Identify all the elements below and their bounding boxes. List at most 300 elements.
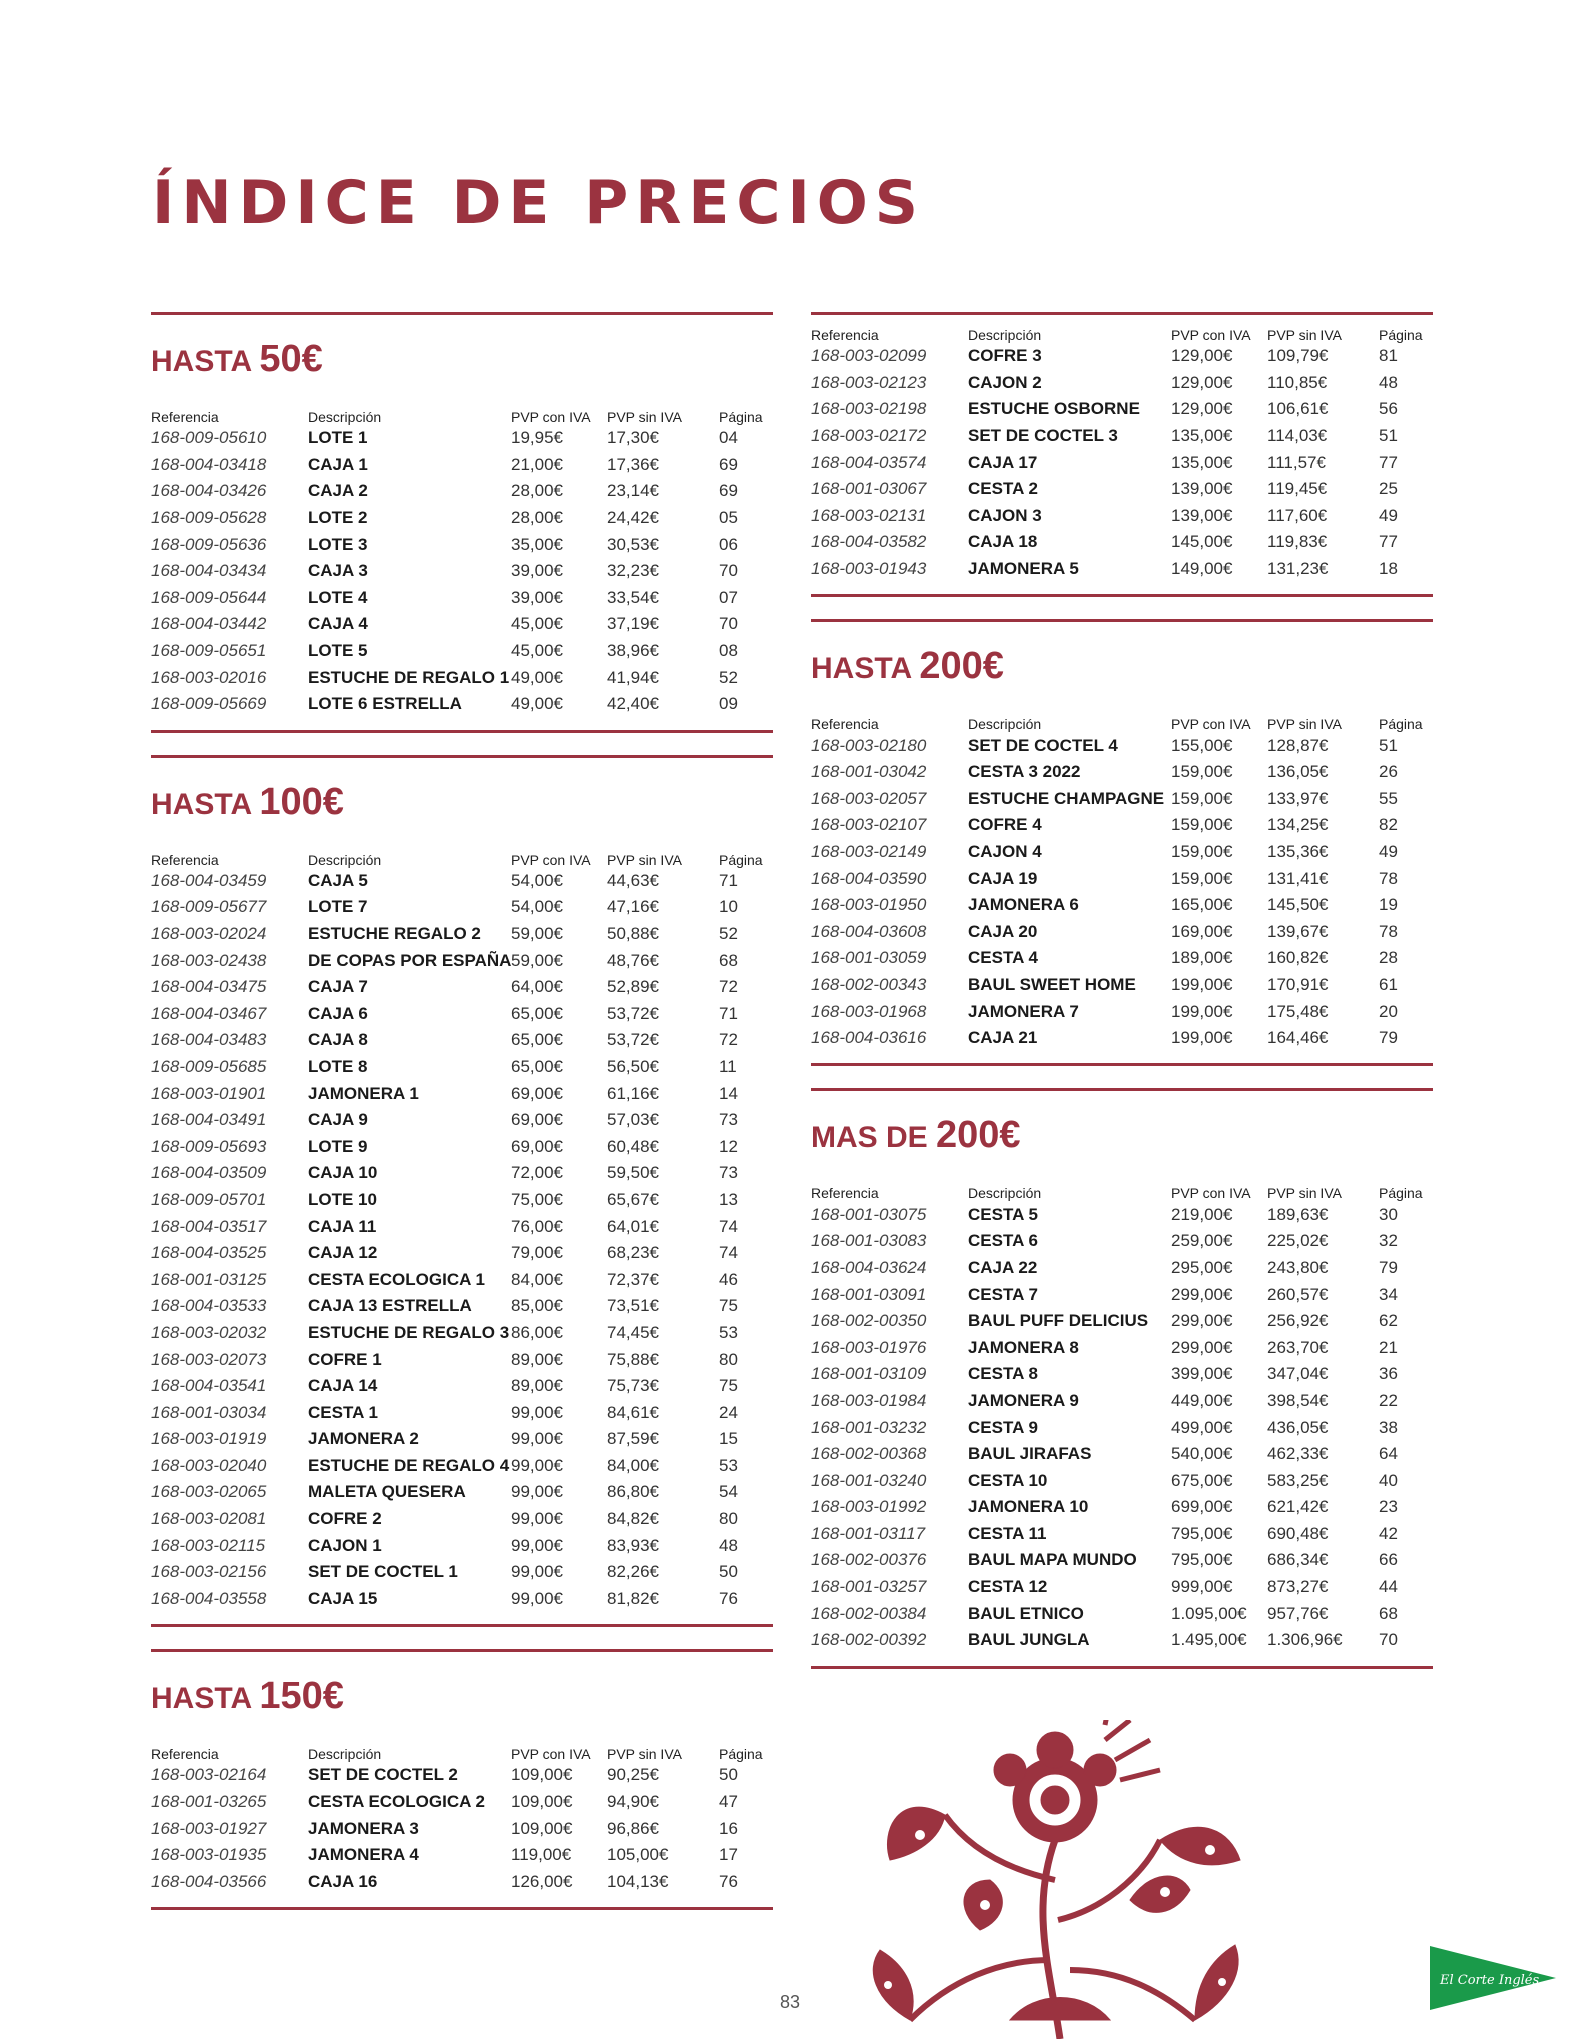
price-without-vat-cell: 96,86€ xyxy=(607,1818,659,1838)
description-cell: CESTA 6 xyxy=(968,1231,1038,1251)
description-cell: COFRE 4 xyxy=(968,815,1042,835)
page-title: ÍNDICE DE PRECIOS xyxy=(152,168,925,238)
column-header-descripcion: Descripción xyxy=(308,1746,382,1763)
description-cell: CESTA 2 xyxy=(968,479,1038,499)
reference-cell: 168-001-03075 xyxy=(811,1204,927,1224)
page-cell: 49 xyxy=(1379,842,1398,862)
description-cell: CAJA 10 xyxy=(308,1163,378,1183)
table-row xyxy=(151,1187,773,1214)
reference-cell: 168-003-01901 xyxy=(151,1083,267,1103)
reference-cell: 168-004-03608 xyxy=(811,921,927,941)
section-title xyxy=(151,315,773,397)
price-with-vat-cell: 129,00€ xyxy=(1171,346,1233,366)
column-header-descripcion: Descripción xyxy=(308,409,382,425)
reference-cell: 168-003-01950 xyxy=(811,895,927,915)
reference-cell: 168-003-02156 xyxy=(151,1562,267,1582)
price-without-vat-cell: 109,79€ xyxy=(1267,346,1329,366)
table-row xyxy=(151,1213,773,1240)
section-hasta-150-continued xyxy=(811,312,1433,619)
price-without-vat-cell: 53,72€ xyxy=(607,1003,659,1023)
price-with-vat-cell: 699,00€ xyxy=(1171,1497,1233,1517)
table-row xyxy=(811,865,1433,892)
reference-cell: 168-001-03083 xyxy=(811,1231,927,1251)
price-with-vat-cell: 299,00€ xyxy=(1171,1311,1233,1331)
page-cell: 21 xyxy=(1379,1337,1398,1357)
reference-cell: 168-004-03483 xyxy=(151,1030,267,1050)
page-cell: 46 xyxy=(719,1269,738,1289)
description-cell: CAJA 17 xyxy=(968,452,1038,472)
price-with-vat-cell: 399,00€ xyxy=(1171,1364,1233,1384)
table-row xyxy=(811,1627,1433,1654)
price-without-vat-cell: 347,04€ xyxy=(1267,1364,1329,1384)
page-cell: 11 xyxy=(719,1056,737,1076)
price-without-vat-cell: 225,02€ xyxy=(1267,1231,1329,1251)
section-title xyxy=(151,1652,773,1734)
table-row xyxy=(151,1479,773,1506)
price-without-vat-cell: 164,46€ xyxy=(1267,1028,1329,1048)
price-with-vat-cell: 59,00€ xyxy=(511,924,563,944)
price-without-vat-cell: 131,23€ xyxy=(1267,559,1329,579)
price-table xyxy=(811,1173,1433,1653)
page-cell: 78 xyxy=(1379,921,1398,941)
page-cell: 62 xyxy=(1379,1311,1398,1331)
description-cell: LOTE 3 xyxy=(308,534,368,554)
price-with-vat-cell: 86,00€ xyxy=(511,1322,563,1342)
page-cell: 69 xyxy=(719,454,738,474)
table-row xyxy=(811,998,1433,1025)
price-with-vat-cell: 795,00€ xyxy=(1171,1550,1233,1570)
page-cell: 49 xyxy=(1379,505,1398,525)
column-header-pagina: Página xyxy=(1379,716,1423,733)
price-without-vat-cell: 33,54€ xyxy=(607,587,659,607)
description-cell: LOTE 2 xyxy=(308,508,368,528)
section-title-label: HASTA xyxy=(151,787,251,821)
page-cell: 24 xyxy=(719,1402,738,1422)
reference-cell: 168-001-03059 xyxy=(811,948,927,968)
price-without-vat-cell: 65,67€ xyxy=(607,1189,659,1209)
table-row xyxy=(811,892,1433,919)
description-cell: SET DE COCTEL 4 xyxy=(968,735,1118,755)
reference-cell: 168-009-05628 xyxy=(151,508,267,528)
column-header-pagina: Página xyxy=(719,851,763,868)
price-with-vat-cell: 199,00€ xyxy=(1171,974,1233,994)
description-cell: BAUL ETNICO xyxy=(968,1603,1084,1623)
price-with-vat-cell: 449,00€ xyxy=(1171,1390,1233,1410)
price-without-vat-cell: 175,48€ xyxy=(1267,1001,1329,1021)
description-cell: ESTUCHE DE REGALO 4 xyxy=(308,1455,510,1475)
table-header-row xyxy=(151,1734,773,1762)
reference-cell: 168-003-02024 xyxy=(151,924,267,944)
price-without-vat-cell: 110,85€ xyxy=(1267,372,1328,392)
reference-cell: 168-001-03042 xyxy=(811,762,927,782)
reference-cell: 168-002-00384 xyxy=(811,1603,927,1623)
description-cell: CESTA 10 xyxy=(968,1470,1048,1490)
table-row xyxy=(811,839,1433,866)
description-cell: LOTE 4 xyxy=(308,587,368,607)
price-with-vat-cell: 72,00€ xyxy=(511,1163,563,1183)
page-cell: 26 xyxy=(1379,762,1398,782)
price-with-vat-cell: 99,00€ xyxy=(511,1402,563,1422)
price-without-vat-cell: 90,25€ xyxy=(607,1765,659,1785)
price-with-vat-cell: 28,00€ xyxy=(511,508,563,528)
description-cell: CAJA 14 xyxy=(308,1376,378,1396)
table-row xyxy=(151,531,773,558)
column-header-pagina: Página xyxy=(1379,1185,1423,1202)
description-cell: ESTUCHE REGALO 2 xyxy=(308,924,481,944)
price-with-vat-cell: 99,00€ xyxy=(511,1588,563,1608)
price-with-vat-cell: 139,00€ xyxy=(1171,479,1233,499)
reference-cell: 168-009-05669 xyxy=(151,694,267,714)
price-with-vat-cell: 135,00€ xyxy=(1171,452,1233,472)
right-column xyxy=(811,312,1433,1691)
description-cell: JAMONERA 5 xyxy=(968,559,1079,579)
table-row xyxy=(151,1054,773,1081)
reference-cell: 168-001-03117 xyxy=(811,1523,926,1543)
table-row xyxy=(811,1361,1433,1388)
price-without-vat-cell: 583,25€ xyxy=(1267,1470,1329,1490)
column-header-pvp-con-iva: PVP con IVA xyxy=(511,409,591,425)
page-cell: 25 xyxy=(1379,479,1398,499)
price-without-vat-cell: 81,82€ xyxy=(607,1588,659,1608)
table-row xyxy=(151,1320,773,1347)
section-title-amount: 100€ xyxy=(259,780,344,823)
price-with-vat-cell: 39,00€ xyxy=(511,587,563,607)
price-without-vat-cell: 136,05€ xyxy=(1267,762,1329,782)
page-cell: 76 xyxy=(719,1871,738,1891)
table-row xyxy=(811,786,1433,813)
column-header-pvp-con-iva: PVP con IVA xyxy=(1171,327,1251,343)
description-cell: CAJA 4 xyxy=(308,614,368,634)
table-row xyxy=(151,1399,773,1426)
table-row xyxy=(811,1494,1433,1521)
table-row xyxy=(151,1240,773,1267)
description-cell: JAMONERA 9 xyxy=(968,1390,1079,1410)
table-row xyxy=(811,396,1433,423)
page-cell: 34 xyxy=(1379,1284,1398,1304)
page-cell: 17 xyxy=(719,1845,738,1865)
description-cell: BAUL JIRAFAS xyxy=(968,1444,1092,1464)
table-row xyxy=(151,1266,773,1293)
description-cell: COFRE 1 xyxy=(308,1349,382,1369)
price-with-vat-cell: 159,00€ xyxy=(1171,842,1233,862)
table-row xyxy=(151,1559,773,1586)
page-cell: 08 xyxy=(719,641,738,661)
price-without-vat-cell: 135,36€ xyxy=(1267,842,1329,862)
price-without-vat-cell: 84,00€ xyxy=(607,1455,659,1475)
price-without-vat-cell: 145,50€ xyxy=(1267,895,1329,915)
table-row xyxy=(811,1547,1433,1574)
description-cell: CAJA 11 xyxy=(308,1216,377,1236)
logo-text: El Corte Inglés xyxy=(1440,1973,1540,1988)
reference-cell: 168-004-03426 xyxy=(151,481,267,501)
page-cell: 74 xyxy=(719,1243,738,1263)
price-with-vat-cell: 49,00€ xyxy=(511,694,563,714)
reference-cell: 168-009-05651 xyxy=(151,641,267,661)
table-row xyxy=(151,1842,773,1869)
price-with-vat-cell: 675,00€ xyxy=(1171,1470,1233,1490)
price-without-vat-cell: 17,36€ xyxy=(607,454,659,474)
price-with-vat-cell: 65,00€ xyxy=(511,1030,563,1050)
reference-cell: 168-009-05610 xyxy=(151,428,267,448)
reference-cell: 168-004-03566 xyxy=(151,1871,267,1891)
reference-cell: 168-009-05693 xyxy=(151,1136,267,1156)
column-header-pvp-sin-iva: PVP sin IVA xyxy=(607,851,682,868)
table-row xyxy=(151,947,773,974)
floral-ornament-icon xyxy=(860,1720,1260,2039)
page-cell: 53 xyxy=(719,1322,738,1342)
price-with-vat-cell: 19,95€ xyxy=(511,428,563,448)
price-with-vat-cell: 69,00€ xyxy=(511,1136,563,1156)
price-without-vat-cell: 56,50€ xyxy=(607,1056,659,1076)
section-title xyxy=(811,622,1433,704)
price-table xyxy=(151,1734,773,1895)
price-with-vat-cell: 259,00€ xyxy=(1171,1231,1233,1251)
table-row xyxy=(151,1346,773,1373)
page-cell: 53 xyxy=(719,1455,738,1475)
description-cell: LOTE 5 xyxy=(308,641,368,661)
reference-cell: 168-001-03232 xyxy=(811,1417,927,1437)
price-without-vat-cell: 23,14€ xyxy=(607,481,659,501)
price-without-vat-cell: 111,57€ xyxy=(1267,452,1326,472)
description-cell: CESTA 9 xyxy=(968,1417,1038,1437)
table-row xyxy=(151,611,773,638)
description-cell: CAJA 3 xyxy=(308,561,368,581)
price-without-vat-cell: 24,42€ xyxy=(607,508,659,528)
description-cell: CESTA 12 xyxy=(968,1577,1048,1597)
price-without-vat-cell: 106,61€ xyxy=(1267,399,1329,419)
price-without-vat-cell: 256,92€ xyxy=(1267,1311,1329,1331)
price-with-vat-cell: 999,00€ xyxy=(1171,1577,1233,1597)
price-without-vat-cell: 263,70€ xyxy=(1267,1337,1329,1357)
reference-cell: 168-004-03459 xyxy=(151,870,267,890)
description-cell: CESTA 5 xyxy=(968,1204,1038,1224)
price-with-vat-cell: 69,00€ xyxy=(511,1083,563,1103)
column-header-pagina: Página xyxy=(719,409,763,425)
page-number: 83 xyxy=(780,1992,801,2012)
price-without-vat-cell: 82,26€ xyxy=(607,1562,659,1582)
description-cell: ESTUCHE DE REGALO 3 xyxy=(308,1322,510,1342)
page-cell: 73 xyxy=(719,1110,738,1130)
reference-cell: 168-004-03509 xyxy=(151,1163,267,1183)
price-without-vat-cell: 61,16€ xyxy=(607,1083,659,1103)
reference-cell: 168-003-01943 xyxy=(811,559,927,579)
table-row xyxy=(151,1001,773,1028)
price-without-vat-cell: 104,13€ xyxy=(607,1871,669,1891)
price-with-vat-cell: 59,00€ xyxy=(511,950,563,970)
price-without-vat-cell: 59,50€ xyxy=(607,1163,659,1183)
table-row xyxy=(151,638,773,665)
price-without-vat-cell: 38,96€ xyxy=(607,641,659,661)
page-cell: 22 xyxy=(1379,1390,1398,1410)
page-cell: 71 xyxy=(719,1003,738,1023)
section-divider xyxy=(151,1907,773,1932)
price-without-vat-cell: 260,57€ xyxy=(1267,1284,1329,1304)
table-row xyxy=(151,1506,773,1533)
column-header-descripcion: Descripción xyxy=(968,716,1042,733)
reference-cell: 168-003-02172 xyxy=(811,426,927,446)
column-header-pvp-sin-iva: PVP sin IVA xyxy=(1267,1185,1342,1202)
section-divider xyxy=(151,730,773,755)
description-cell: ESTUCHE OSBORNE xyxy=(968,399,1140,419)
reference-cell: 168-003-02164 xyxy=(151,1765,267,1785)
column-header-descripcion: Descripción xyxy=(968,327,1042,343)
price-without-vat-cell: 47,16€ xyxy=(607,897,659,917)
table-row xyxy=(151,478,773,505)
description-cell: LOTE 1 xyxy=(308,428,368,448)
description-cell: LOTE 6 ESTRELLA xyxy=(308,694,462,714)
section-divider xyxy=(811,1063,1433,1088)
price-with-vat-cell: 295,00€ xyxy=(1171,1257,1233,1277)
description-cell: CAJON 4 xyxy=(968,842,1042,862)
table-header-row xyxy=(151,840,773,868)
table-row xyxy=(811,1441,1433,1468)
reference-cell: 168-003-01984 xyxy=(811,1390,927,1410)
page-cell: 16 xyxy=(719,1818,738,1838)
description-cell: JAMONERA 6 xyxy=(968,895,1079,915)
page-cell: 15 xyxy=(719,1429,738,1449)
column-header-pvp-con-iva: PVP con IVA xyxy=(1171,716,1251,733)
reference-cell: 168-009-05636 xyxy=(151,534,267,554)
price-table xyxy=(151,397,773,718)
price-without-vat-cell: 42,40€ xyxy=(607,694,659,714)
reference-cell: 168-004-03491 xyxy=(151,1110,267,1130)
price-without-vat-cell: 436,05€ xyxy=(1267,1417,1329,1437)
table-row xyxy=(151,452,773,479)
table-row xyxy=(811,1574,1433,1601)
price-without-vat-cell: 119,83€ xyxy=(1267,532,1328,552)
table-header-row xyxy=(811,1173,1433,1201)
reference-cell: 168-002-00368 xyxy=(811,1444,927,1464)
table-row xyxy=(811,343,1433,370)
table-row xyxy=(151,1133,773,1160)
table-row xyxy=(151,1453,773,1480)
price-without-vat-cell: 398,54€ xyxy=(1267,1390,1329,1410)
table-row xyxy=(151,1789,773,1816)
reference-cell: 168-003-02123 xyxy=(811,372,927,392)
price-without-vat-cell: 57,03€ xyxy=(607,1110,659,1130)
table-row xyxy=(151,1426,773,1453)
description-cell: CAJA 21 xyxy=(968,1028,1038,1048)
price-without-vat-cell: 73,51€ xyxy=(607,1296,659,1316)
description-cell: CAJON 2 xyxy=(968,372,1042,392)
price-with-vat-cell: 21,00€ xyxy=(511,454,563,474)
column-header-pvp-sin-iva: PVP sin IVA xyxy=(1267,716,1342,733)
page-cell: 77 xyxy=(1379,452,1398,472)
table-row xyxy=(151,558,773,585)
description-cell: JAMONERA 4 xyxy=(308,1845,419,1865)
price-with-vat-cell: 1.495,00€ xyxy=(1171,1630,1247,1650)
page-cell: 78 xyxy=(1379,868,1398,888)
el-corte-ingles-logo-icon xyxy=(1428,1944,1558,2012)
description-cell: CAJA 1 xyxy=(308,454,368,474)
reference-cell: 168-003-02032 xyxy=(151,1322,267,1342)
reference-cell: 168-003-02131 xyxy=(811,505,927,525)
price-with-vat-cell: 99,00€ xyxy=(511,1455,563,1475)
table-row xyxy=(811,449,1433,476)
description-cell: BAUL MAPA MUNDO xyxy=(968,1550,1137,1570)
reference-cell: 168-003-01968 xyxy=(811,1001,927,1021)
table-row xyxy=(811,1281,1433,1308)
price-with-vat-cell: 199,00€ xyxy=(1171,1001,1233,1021)
price-table xyxy=(151,840,773,1613)
page-cell: 61 xyxy=(1379,974,1398,994)
table-row xyxy=(811,732,1433,759)
price-without-vat-cell: 119,45€ xyxy=(1267,479,1328,499)
price-with-vat-cell: 1.095,00€ xyxy=(1171,1603,1247,1623)
reference-cell: 168-009-05701 xyxy=(151,1189,267,1209)
table-row xyxy=(811,812,1433,839)
table-row xyxy=(151,505,773,532)
price-with-vat-cell: 69,00€ xyxy=(511,1110,563,1130)
table-row xyxy=(811,1467,1433,1494)
price-with-vat-cell: 199,00€ xyxy=(1171,1028,1233,1048)
table-row xyxy=(151,894,773,921)
page-cell: 50 xyxy=(719,1765,738,1785)
page-cell: 80 xyxy=(719,1349,738,1369)
page-cell: 48 xyxy=(1379,372,1398,392)
price-with-vat-cell: 795,00€ xyxy=(1171,1523,1233,1543)
page-cell: 36 xyxy=(1379,1364,1398,1384)
description-cell: LOTE 10 xyxy=(308,1189,377,1209)
table-row xyxy=(811,759,1433,786)
table-row xyxy=(151,664,773,691)
price-without-vat-cell: 690,48€ xyxy=(1267,1523,1329,1543)
reference-cell: 168-003-02081 xyxy=(151,1509,267,1529)
page-cell: 70 xyxy=(719,561,738,581)
table-row xyxy=(151,921,773,948)
section-hasta-100 xyxy=(151,755,773,1650)
reference-cell: 168-004-03574 xyxy=(811,452,927,472)
price-with-vat-cell: 109,00€ xyxy=(511,1792,573,1812)
reference-cell: 168-001-03125 xyxy=(151,1269,267,1289)
reference-cell: 168-003-02057 xyxy=(811,788,927,808)
reference-cell: 168-003-02438 xyxy=(151,950,267,970)
column-header-referencia: Referencia xyxy=(151,851,219,868)
description-cell: CAJA 9 xyxy=(308,1110,368,1130)
page-cell: 72 xyxy=(719,1030,738,1050)
description-cell: LOTE 9 xyxy=(308,1136,368,1156)
price-with-vat-cell: 65,00€ xyxy=(511,1003,563,1023)
price-with-vat-cell: 64,00€ xyxy=(511,977,563,997)
description-cell: CESTA 7 xyxy=(968,1284,1038,1304)
reference-cell: 168-001-03240 xyxy=(811,1470,927,1490)
reference-cell: 168-004-03541 xyxy=(151,1376,267,1396)
reference-cell: 168-001-03091 xyxy=(811,1284,927,1304)
price-without-vat-cell: 52,89€ xyxy=(607,977,659,997)
section-title xyxy=(151,758,773,840)
column-header-pagina: Página xyxy=(719,1746,763,1763)
reference-cell: 168-003-01927 xyxy=(151,1818,267,1838)
price-with-vat-cell: 49,00€ xyxy=(511,667,563,687)
price-without-vat-cell: 72,37€ xyxy=(607,1269,659,1289)
price-with-vat-cell: 99,00€ xyxy=(511,1482,563,1502)
description-cell: CAJA 16 xyxy=(308,1871,378,1891)
description-cell: CAJA 6 xyxy=(308,1003,368,1023)
reference-cell: 168-004-03467 xyxy=(151,1003,267,1023)
description-cell: LOTE 7 xyxy=(308,897,368,917)
page-cell: 74 xyxy=(719,1216,738,1236)
price-without-vat-cell: 86,80€ xyxy=(607,1482,659,1502)
page-cell: 68 xyxy=(719,950,738,970)
section-title-amount: 200€ xyxy=(936,1114,1021,1157)
description-cell: COFRE 3 xyxy=(968,346,1042,366)
page-cell: 42 xyxy=(1379,1523,1398,1543)
price-with-vat-cell: 89,00€ xyxy=(511,1376,563,1396)
table-row xyxy=(151,1080,773,1107)
reference-cell: 168-003-02115 xyxy=(151,1535,266,1555)
page-cell: 69 xyxy=(719,481,738,501)
table-row xyxy=(811,1255,1433,1282)
